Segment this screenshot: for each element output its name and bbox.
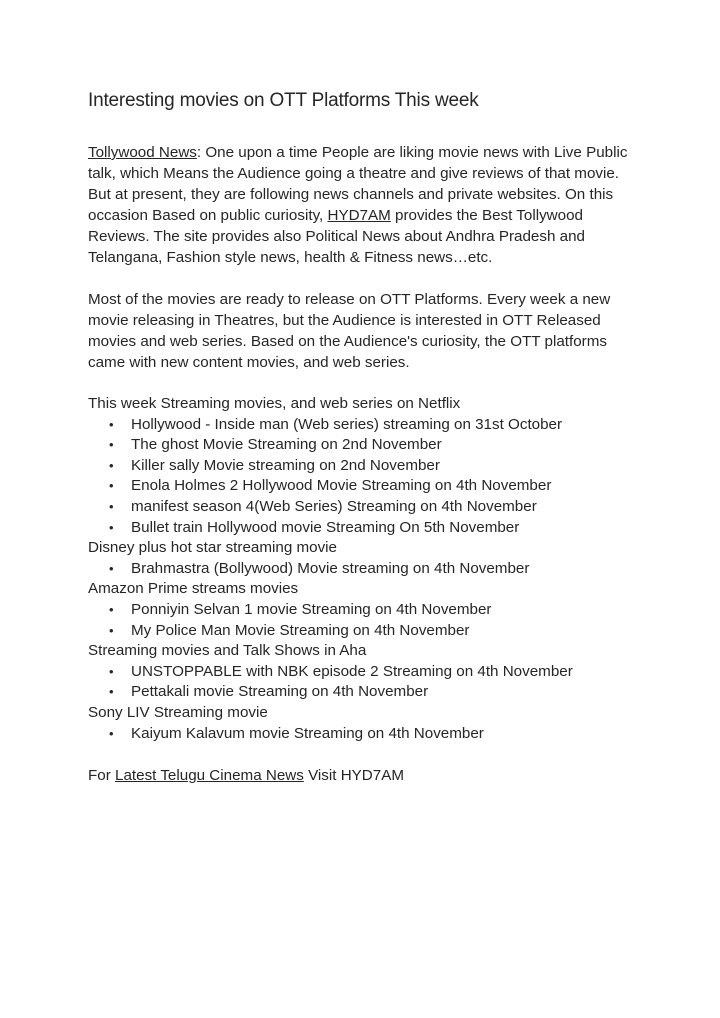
footer-paragraph <box>88 765 634 786</box>
aha-list <box>88 662 634 703</box>
disney-list <box>88 559 634 580</box>
list-item: • Killer sally Movie streaming on 2nd November <box>88 456 634 477</box>
section-heading-disney: Disney plus hot star streaming movie <box>88 539 338 557</box>
list-item: • Enola Holmes 2 Hollywood Movie Streaming on 4th November <box>88 476 634 497</box>
amazon-section <box>88 579 634 641</box>
section-heading-amazon: Amazon Prime streams movies <box>88 580 299 598</box>
intro-text-2: provides the Best Tollywood Reviews. The site provides also Political News about Andhra Pradesh and Telangana, Fashion style news, health & Fitness news…etc. <box>88 207 585 266</box>
section-heading-netflix: This week Streaming movies, and web series on Netflix <box>88 395 461 412</box>
list-item: • The ghost Movie Streaming on 2nd November <box>88 435 634 456</box>
list-item: • UNSTOPPABLE with NBK episode 2 Streaming on 4th November <box>88 662 634 683</box>
page-title: Interesting movies on OTT Platforms This week <box>88 90 479 111</box>
intro-paragraph <box>88 142 634 268</box>
netflix-section <box>88 394 634 538</box>
section-heading-sonyliv: Sony LIV Streaming movie <box>88 703 268 721</box>
section-heading-aha: Streaming movies and Talk Shows in Aha <box>88 642 367 660</box>
ott-paragraph: Most of the movies are ready to release on OTT Platforms. Every week a new movie releasing in Theatres, but the Audience is interested in OTT Released movies and web series. Based on the Audience's curiosity, the OTT platforms came with new content movies, and web series. <box>88 291 611 371</box>
intro-text-1: : One upon a time People are liking movie news with Live Public talk, which Means the Audience going a theatre and give reviews of that movie. But at present, they are following news channels and private websites. On this occasion Based on public curiosity, <box>88 144 628 224</box>
tollywood-news-link[interactable]: Tollywood News <box>88 144 197 161</box>
sonyliv-list <box>88 724 634 745</box>
footer-suffix: Visit HYD7AM <box>303 767 404 785</box>
list-item: • Kaiyum Kalavum movie Streaming on 4th November <box>88 724 634 745</box>
list-item: • Bullet train Hollywood movie Streaming On 5th November <box>88 518 634 539</box>
amazon-list <box>88 600 634 641</box>
footer-prefix: For <box>88 767 116 785</box>
latest-telugu-cinema-news-link[interactable]: Latest Telugu Cinema News <box>115 767 304 785</box>
sonyliv-section <box>88 703 634 744</box>
list-item: • My Police Man Movie Streaming on 4th November <box>88 621 634 642</box>
disney-section <box>88 538 634 579</box>
list-item: • manifest season 4(Web Series) Streaming on 4th November <box>88 497 634 518</box>
list-item: • Hollywood - Inside man (Web series) streaming on 31st October <box>88 415 634 436</box>
netflix-list <box>88 415 634 539</box>
list-item: • Brahmastra (Bollywood) Movie streaming on 4th November <box>88 559 634 580</box>
list-item: • Pettakali movie Streaming on 4th November <box>88 682 634 703</box>
list-item: • Ponniyin Selvan 1 movie Streaming on 4th November <box>88 600 634 621</box>
hyd7am-link[interactable]: HYD7AM <box>327 207 391 224</box>
aha-section <box>88 641 634 703</box>
